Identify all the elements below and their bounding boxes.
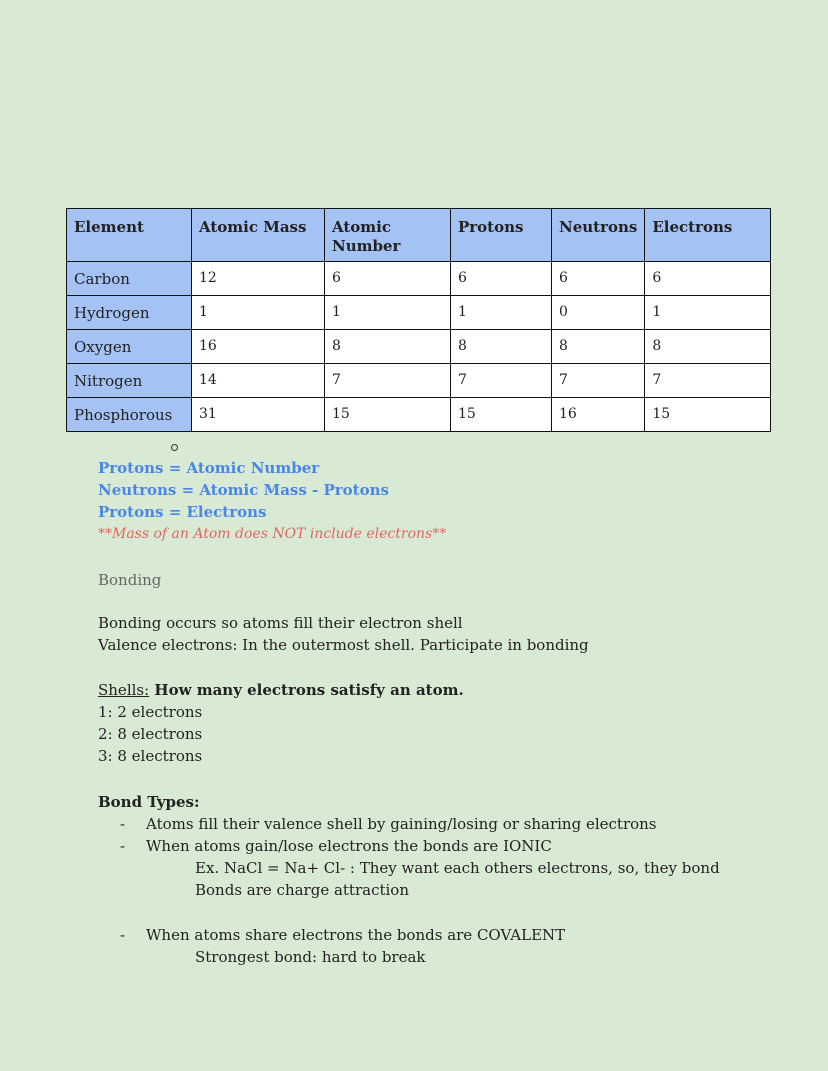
cell-electrons: 6 [645, 262, 771, 296]
bond-types-heading: Bond Types: [98, 793, 200, 811]
mass-note: **Mass of an Atom does NOT include electrons** [98, 526, 447, 542]
dash-bullet: - [120, 837, 126, 855]
cell-atomic-number: 8 [325, 330, 451, 364]
cell-neutrons: 0 [552, 296, 645, 330]
cell-protons: 15 [451, 398, 552, 432]
cell-atomic-number: 6 [325, 262, 451, 296]
cell-atomic-mass: 12 [192, 262, 325, 296]
table-row [67, 398, 771, 432]
bond-type-item-3: When atoms share electrons the bonds are COVALENT [146, 926, 566, 944]
cell-electrons: 15 [645, 398, 771, 432]
cell-protons: 8 [451, 330, 552, 364]
cell-electrons: 7 [645, 364, 771, 398]
rule-neutrons: Neutrons = Atomic Mass - Protons [98, 481, 389, 499]
cell-element: Phosphorous [67, 398, 192, 432]
cell-neutrons: 16 [552, 398, 645, 432]
cell-element: Nitrogen [67, 364, 192, 398]
cell-electrons: 8 [645, 330, 771, 364]
header-element: Element [67, 209, 192, 262]
table-row [67, 330, 771, 364]
shell-item: 3: 8 electrons [98, 747, 203, 765]
cell-element: Oxygen [67, 330, 192, 364]
cell-atomic-number: 7 [325, 364, 451, 398]
table-row [67, 296, 771, 330]
cell-electrons: 1 [645, 296, 771, 330]
bond-type-sub-3: Strongest bond: hard to break [195, 948, 426, 966]
cell-atomic-number: 15 [325, 398, 451, 432]
rule-protons-atomic-number: Protons = Atomic Number [98, 459, 320, 477]
cell-atomic-number: 1 [325, 296, 451, 330]
cell-atomic-mass: 31 [192, 398, 325, 432]
cell-atomic-mass: 16 [192, 330, 325, 364]
cell-neutrons: 6 [552, 262, 645, 296]
shells-heading [98, 681, 464, 699]
bonding-line-1: Bonding occurs so atoms fill their electron shell [98, 614, 463, 632]
cell-neutrons: 8 [552, 330, 645, 364]
table-header-row [67, 209, 771, 262]
cell-protons: 1 [451, 296, 552, 330]
header-atomic-mass: Atomic Mass [192, 209, 325, 262]
header-protons: Protons [451, 209, 552, 262]
table-row [67, 364, 771, 398]
shell-item: 2: 8 electrons [98, 725, 203, 743]
bond-type-sub-1: Ex. NaCl = Na+ Cl- : They want each others electrons, so, they bond [195, 859, 720, 877]
element-table [66, 208, 771, 432]
dash-bullet: - [120, 926, 126, 944]
cell-atomic-mass: 1 [192, 296, 325, 330]
header-electrons: Electrons [645, 209, 771, 262]
rule-protons-electrons: Protons = Electrons [98, 503, 267, 521]
table-row [67, 262, 771, 296]
cell-protons: 6 [451, 262, 552, 296]
hollow-bullet-icon [171, 444, 178, 451]
cell-atomic-mass: 14 [192, 364, 325, 398]
dash-bullet: - [120, 815, 126, 833]
cell-neutrons: 7 [552, 364, 645, 398]
bonding-heading: Bonding [98, 571, 162, 589]
cell-element: Hydrogen [67, 296, 192, 330]
cell-element: Carbon [67, 262, 192, 296]
header-atomic-number: Atomic Number [325, 209, 451, 262]
cell-protons: 7 [451, 364, 552, 398]
bonding-line-2: Valence electrons: In the outermost shell. Participate in bonding [98, 636, 589, 654]
shells-label: Shells: [98, 681, 150, 699]
bond-type-item-1: Atoms fill their valence shell by gaining/losing or sharing electrons [146, 815, 657, 833]
shell-item: 1: 2 electrons [98, 703, 203, 721]
bond-type-sub-2: Bonds are charge attraction [195, 881, 409, 899]
header-neutrons: Neutrons [552, 209, 645, 262]
shells-question: How many electrons satisfy an atom. [149, 681, 464, 699]
bond-type-item-2: When atoms gain/lose electrons the bonds are IONIC [146, 837, 552, 855]
